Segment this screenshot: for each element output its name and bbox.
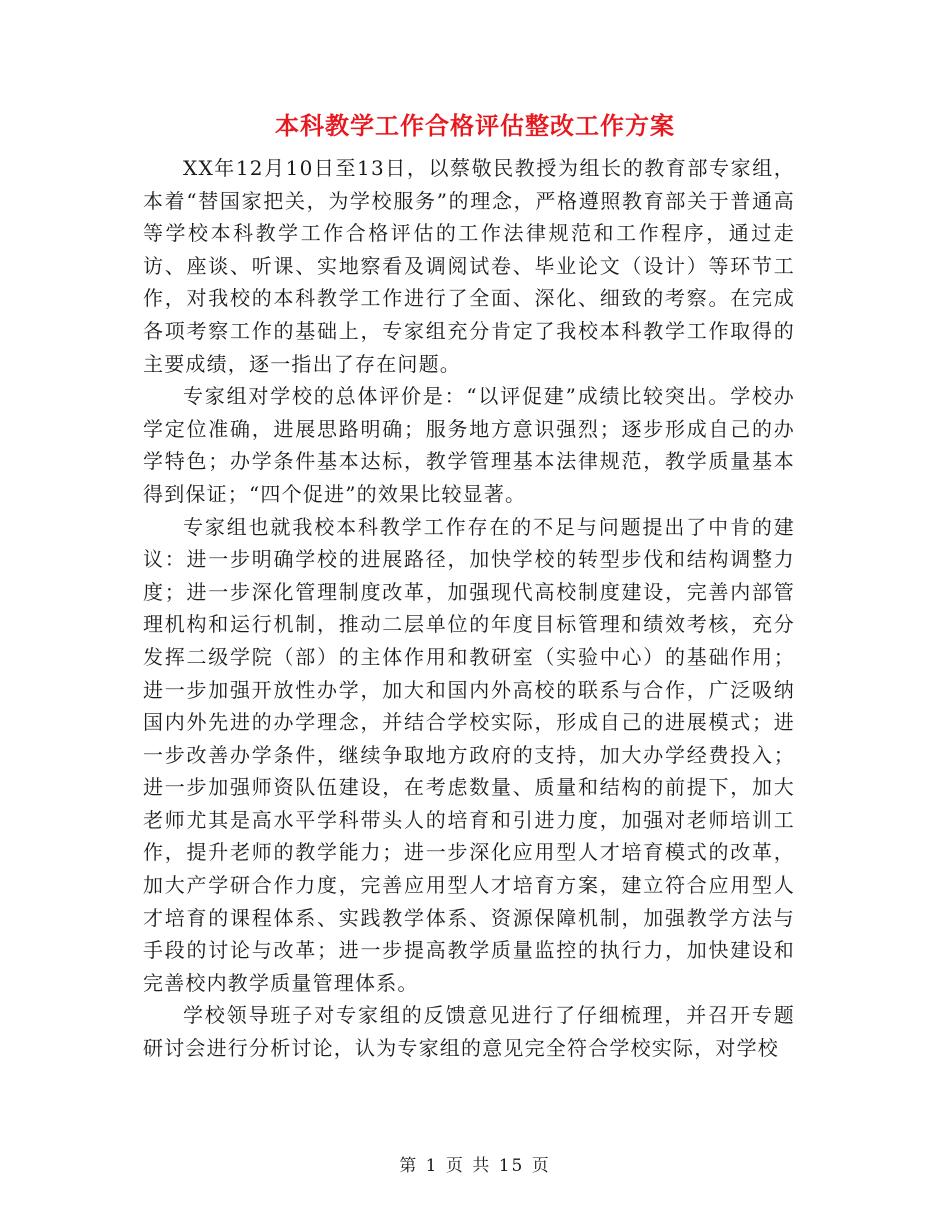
paragraph-4: 学校领导班子对专家组的反馈意见进行了仔细梳理，并召开专题研讨会进行分析讨论，认为专家组的意见完全符合学校实际，对学校 bbox=[143, 1003, 795, 1061]
document-body bbox=[143, 152, 795, 1065]
paragraph-3: 专家组也就我校本科教学工作存在的不足与问题提出了中肯的建议：进一步明确学校的进展路径，加快学校的转型步伐和结构调整力度；进一步深化管理制度改革，加强现代高校制度建设，完善内部管理机构和运行机制，推动二层单位的年度目标管理和绩效考核，充分发挥二级学院（部）的主体作用和教研室（实验中心）的基础作用；进一步加强开放性办学，加大和国内外高校的联系与合作，广泛吸纳国内外先进的办学理念，并结合学校实际，形成自己的进展模式；进一步改善办学条件，继续争取地方政府的支持，加大办学经费投入；进一步加强师资队伍建设，在考虑数量、质量和结构的前提下，加大老师尤其是高水平学科带头人的培育和引进力度，加强对老师培训工作，提升老师的教学能力；进一步深化应用型人才培育模式的改革，加大产学研合作力度，完善应用型人才培育方案，建立符合应用型人才培育的课程体系、实践教学体系、资源保障机制，加强教学方法与手段的讨论与改革；进一步提高教学质量监控的执行力，加快建设和完善校内教学质量管理体系。 bbox=[143, 514, 795, 995]
document-title: 本科教学工作合格评估整改工作方案 bbox=[275, 111, 675, 140]
paragraph-2: 专家组对学校的总体评价是：“以评促建”成绩比较突出。学校办学定位准确，进展思路明确；服务地方意识强烈；逐步形成自己的办学特色；办学条件基本达标，教学管理基本法律规范，教学质量基本得到保证；“四个促进”的效果比较显著。 bbox=[143, 384, 795, 506]
paragraph-1: XX年12月10日至13日，以蔡敬民教授为组长的教育部专家组，本着“替国家把关，为学校服务”的理念，严格遵照教育部关于普通高等学校本科教学工作合格评估的工作法律规范和工作程序，通过走访、座谈、听课、实地察看及调阅试卷、毕业论文（设计）等环节工作，对我校的本科教学工作进行了全面、深化、细致的考察。在完成各项考察工作的基础上，专家组充分肯定了我校本科教学工作取得的主要成绩，逐一指出了存在问题。 bbox=[143, 156, 795, 376]
page-number-footer: 第 1 页 共 15 页 bbox=[399, 1156, 551, 1176]
